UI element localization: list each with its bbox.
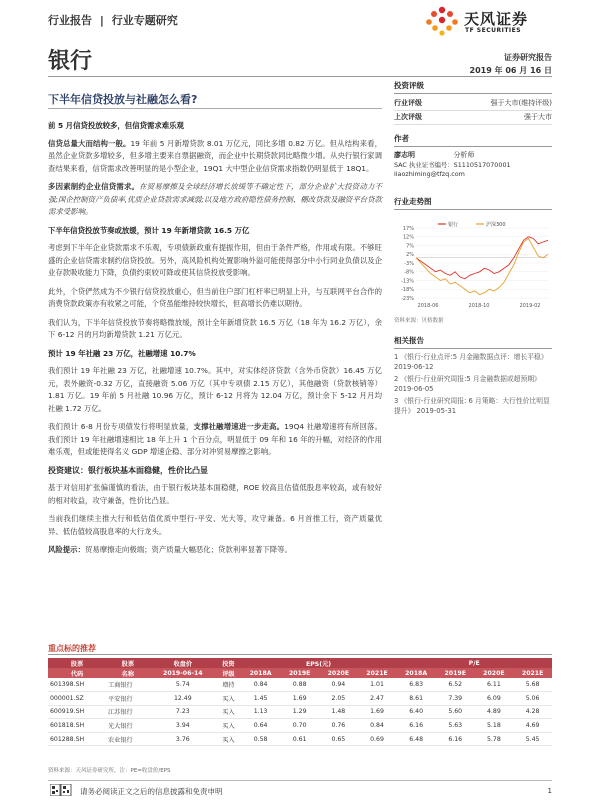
table-cell: 0.88 (280, 678, 319, 692)
table-sub-header (48, 668, 552, 678)
picks-divider (48, 654, 552, 655)
y-tick-label: -3% (404, 260, 414, 267)
table-cell: 4.69 (513, 719, 552, 733)
rating-box (394, 80, 552, 125)
analyst-sac: SAC 执业证书编号：S1110517070001 (394, 161, 511, 169)
paragraph (48, 181, 382, 219)
table-sub-header-cell: 2019E (280, 668, 319, 678)
table-cell: 3.94 (150, 719, 216, 733)
paragraph: 我们认为，下半年信贷投放节奏将略微放缓，预计全年新增贷款 16.5 万亿（18 年为 16.2 万亿），余下 6-12 月的月均新增贷款 1.21 万亿元。 (48, 317, 382, 339)
table-cell: 1.29 (280, 705, 319, 719)
table-sub-header-cell: 2021E (358, 668, 397, 678)
analyst-role: 分析师 (453, 151, 475, 159)
risk-label: 风险提示： (48, 545, 85, 554)
table-cell: 增持 (216, 678, 241, 692)
table-cell: 2.47 (358, 692, 397, 706)
author-box (394, 133, 552, 179)
table-sub-header-cell: 代码 (48, 668, 106, 678)
table-cell: 4.89 (475, 705, 514, 719)
table-header-cell: 股票 (48, 658, 106, 668)
table-cell: 6.16 (396, 719, 436, 733)
picks-table-body (48, 678, 552, 746)
table-cell: 5.45 (513, 732, 552, 746)
section-heading: 预计 19 年社融 23 万亿，社融增速 10.7% (48, 348, 196, 358)
paragraph: 考虑到下半年企业贷款需求不乐观，专项债新政重有提振作用，但由于条件严格，作用或有限。不够旺盛的企业信贷需求制约信贷投放。另外，高风险机构处置影响外溢可能使得部分中小行同业负债以及企业存款吸收能力下降，负债约束较可降或使其信贷投放受影响。 (48, 243, 382, 277)
table-sub-header-cell: 2021E (513, 668, 552, 678)
section-heading: 投资建议：银行板块基本面稳健，性价比凸显 (48, 465, 208, 475)
rating-heading: 投资评级 (394, 80, 552, 94)
table-cell: 3.76 (150, 732, 216, 746)
y-tick-label: 7% (406, 243, 414, 250)
picks-heading: 重点标的推荐 (48, 644, 96, 653)
table-header-cell: P/E (396, 658, 552, 668)
report-category (48, 12, 178, 28)
table-cell: 买入 (216, 719, 241, 733)
table-cell: 5.18 (475, 719, 514, 733)
table-cell: 8.61 (396, 692, 436, 706)
table-row[interactable] (48, 705, 552, 719)
table-cell: 0.69 (358, 732, 397, 746)
paragraph-lead: 多因素制约企业信贷需求。 (48, 182, 140, 191)
table-header-cell: 收盘价 (150, 658, 216, 668)
picks-source: 资料来源：天风证券研究所，注：PE=收盘价/EPS (48, 768, 171, 774)
table-cell: 光大银行 (106, 719, 150, 733)
table-sub-header-cell: 2019E (436, 668, 475, 678)
table-cell: 000001.SZ (48, 692, 106, 706)
logo-mark-icon (424, 6, 460, 40)
table-cell: 1.69 (280, 692, 319, 706)
logo-name-en: TF SECURITIES (465, 27, 522, 34)
report-type: 证券研究报告 (504, 53, 552, 62)
table-cell: 1.13 (241, 705, 281, 719)
analyst-email[interactable]: liaozhiming@tfzq.com (394, 170, 465, 178)
table-cell: 5.63 (436, 719, 475, 733)
sector-title: 银行 (48, 49, 93, 74)
risk-text: 贸易摩擦走向极端；资产质量大幅恶化；贷款利率显著下降等。 (84, 545, 292, 554)
table-cell: 12.49 (150, 692, 216, 706)
trend-chart (394, 220, 552, 310)
analyst-row (394, 150, 552, 161)
table-group-header (48, 658, 552, 668)
paragraph: 基于对信用扩张偏谨慎的看法，由于银行板块基本面稳健，ROE 较高且估值低股息率较高，或有较好的相对收益，攻守兼备，性价比凸显。 (48, 483, 382, 505)
table-sub-header-cell: 名称 (106, 668, 150, 678)
table-row[interactable] (48, 678, 552, 692)
picks-table (48, 658, 552, 746)
table-header-cell: 股票 (106, 658, 150, 668)
table-cell: 6.48 (396, 732, 436, 746)
related-list (394, 352, 552, 418)
table-sub-header-cell: 2019-06-14 (150, 668, 216, 678)
table-cell: 0.61 (280, 732, 319, 746)
trend-heading-box (394, 196, 552, 213)
subcategory-label: 行业专题研究 (111, 14, 178, 27)
prev-rating-row (394, 111, 552, 125)
table-cell: 0.94 (319, 678, 358, 692)
related-box (394, 335, 552, 352)
report-title: 下半年信贷投放与社融怎么看? (48, 93, 198, 106)
category-separator: | (99, 14, 104, 27)
y-tick-label: -18% (401, 287, 414, 294)
table-cell: 1.01 (358, 678, 397, 692)
footer-disclaimer[interactable]: 请务必阅读正文之后的信息披露和免责申明 (80, 787, 223, 796)
y-tick-label: -13% (401, 278, 414, 285)
table-cell: 601288.SH (48, 732, 106, 746)
table-row[interactable] (48, 732, 552, 746)
legend-label: 银行 (448, 222, 459, 228)
table-cell: 买入 (216, 732, 241, 746)
table-sub-header-cell: 2018A (241, 668, 281, 678)
paragraph-emphasis: 支撑社融增速进一步走高。 (193, 422, 285, 431)
table-cell: 平安银行 (106, 692, 150, 706)
table-cell: 买入 (216, 692, 241, 706)
x-tick-label: 2018-06 (417, 303, 439, 309)
table-cell: 7.23 (150, 705, 216, 719)
paragraph (48, 138, 382, 176)
table-cell: 6.11 (475, 678, 514, 692)
table-cell: 4.28 (513, 705, 552, 719)
chart-source: 资料来源：贝格数据 (394, 318, 444, 324)
table-cell: 2.05 (319, 692, 358, 706)
y-tick-label: 17% (402, 225, 414, 232)
related-item[interactable]: 1 《银行-行业点评:5 月金融数据点评：增长平稳》 2019-06-12 (394, 353, 548, 371)
table-row[interactable] (48, 719, 552, 733)
table-sub-header-cell: 2020E (319, 668, 358, 678)
table-cell: 1.45 (241, 692, 281, 706)
table-cell: 5.78 (475, 732, 514, 746)
paragraph-text: 19 年前 5 月新增贷款 8.01 万亿元，同比多增 0.82 万亿。但从结构来看，虽然企业贷款多增较多，但多增主要来自票据融资，而企业中长期贷款同比略微少增。从央行银行家调查结果来看，信贷需求改善明显的是小型企业，19Q1 大中型企业信贷需求指数仍明显低于 18Q1。 (48, 138, 382, 173)
paragraph-text: 我们预计 6-8 月份专项债发行将明显放量， (48, 422, 194, 431)
table-cell: 0.84 (358, 719, 397, 733)
table-cell: 7.39 (436, 692, 475, 706)
table-cell: 5.74 (150, 678, 216, 692)
table-cell: 601398.SH (48, 678, 106, 692)
logo-name-cn: 天风证券 (464, 10, 529, 28)
table-cell: 0.58 (241, 732, 281, 746)
footer-divider (48, 780, 552, 781)
table-cell: 601818.SH (48, 719, 106, 733)
related-item[interactable]: 3 《银行-行业研究周报: 6 月策略：大行性价比明显提升》 2019-05-31 (394, 397, 550, 415)
legend-label: 沪深300 (486, 222, 506, 228)
table-cell: 6.16 (436, 732, 475, 746)
section-heading: 前 5 月信贷投放较多，但信贷需求难乐观 (48, 121, 184, 130)
table-cell: 1.69 (358, 705, 397, 719)
prev-rating-label: 上次评级 (394, 113, 422, 121)
x-tick-label: 2019-02 (519, 303, 541, 309)
table-cell: 6.83 (396, 678, 436, 692)
paragraph: 此外，个贷俨然成为不少银行信贷投放重心，但当前住户部门杠杆率已明显上升，与互联网平台合作的消费贷款政策亦有收紧之可能，个贷虽能维持较快增长，但高增长仍难以期待。 (48, 286, 382, 308)
table-cell: 6.52 (436, 678, 475, 692)
analyst-name: 廖志明 (394, 151, 415, 159)
table-cell: 6.40 (396, 705, 436, 719)
risk-warning (48, 544, 382, 557)
paragraph: 我们预计 19 年社融 23 万亿，社融增速 10.7%。其中，对实体经济贷款（含外币贷款）16.45 万亿元，表外融资-0.32 万亿，直接融资 5.06 万亿（其中专项债 2.15 万亿），其他融资（贷款核销等）1.81 万亿。19 年前 5 月社融 10.96 万亿，预计 6-12 月将为 12.04 万亿，预计余下 5-12 月月均社融 1.72 万亿。 (48, 366, 382, 413)
table-cell: 600919.SH (48, 705, 106, 719)
table-cell: 0.76 (319, 719, 358, 733)
table-cell: 6.09 (475, 692, 514, 706)
series-line-csi300 (416, 239, 548, 295)
y-tick-label: 12% (402, 234, 414, 241)
related-item[interactable]: 2 《银行-行业研究周报:5 月金融数据或超预期》 2019-06-05 (394, 375, 541, 393)
paragraph-text: 19Q4 社融增速将有所回落。我们预计 19 年社融增速相比 18 年上升 1 个百分点，明显低于 09 年和 16 年的升幅，对经济的作用难乐观，但或能使得名义 GDP 增速企稳、部分对冲贸易摩擦之影响。 (48, 422, 382, 456)
table-cell: 0.70 (280, 719, 319, 733)
table-sub-header-cell: 2020E (475, 668, 514, 678)
table-header-cell: EPS(元) (241, 658, 397, 668)
x-tick-label: 2018-10 (468, 303, 490, 309)
header-divider (48, 76, 552, 77)
prev-rating-value: 强于大市 (524, 113, 552, 121)
table-cell: 江苏银行 (106, 705, 150, 719)
table-row[interactable] (48, 692, 552, 706)
paragraph-text: 在贸易摩擦及全球经济增长放缓等不确定性下，部分企业扩大投资动力不强;国企控制资产负债率,优质企业贷款需求减弱;以及地方政府隐性债务控制、棚改贷款及融资平台贷款需求受影响。 (48, 182, 382, 216)
table-cell: 0.65 (319, 732, 358, 746)
table-cell: 农业银行 (106, 732, 150, 746)
table-cell: 1.48 (319, 705, 358, 719)
table-cell: 5.06 (513, 692, 552, 706)
rating-label: 行业评级 (394, 99, 422, 107)
logo (424, 6, 552, 40)
rating-row (394, 97, 552, 111)
paragraph: 当前我们继续主推大行和低估值优质中型行-平安、光大等，攻守兼备。6 月首推工行，资产质量优异、低估值较高股息率的大行龙头。 (48, 514, 382, 536)
table-cell: 0.84 (241, 678, 281, 692)
table-cell: 0.64 (241, 719, 281, 733)
table-sub-header-cell: 评级 (216, 668, 241, 678)
paragraph (48, 421, 382, 459)
table-cell: 5.68 (513, 678, 552, 692)
title-divider (48, 108, 382, 109)
report-date: 2019 年 06 月 16 日 (469, 66, 552, 75)
y-tick-label: 2% (406, 252, 414, 259)
table-cell: 工商银行 (106, 678, 150, 692)
table-sub-header-cell: 2018A (396, 668, 436, 678)
table-cell: 买入 (216, 705, 241, 719)
report-body (48, 120, 382, 563)
trend-chart-svg (394, 220, 552, 310)
table-cell: 5.60 (436, 705, 475, 719)
table-header-cell: 投资 (216, 658, 241, 668)
trend-heading: 行业走势图 (394, 196, 552, 210)
y-tick-label: -8% (404, 269, 414, 276)
category-label: 行业报告 (48, 14, 92, 27)
y-tick-label: -23% (401, 295, 414, 302)
qr-code-icon (50, 784, 72, 796)
rating-value: 强于大市(维持评级) (490, 99, 552, 107)
related-heading: 相关报告 (394, 335, 552, 349)
paragraph-lead: 信贷总量大而结构一般。 (48, 138, 131, 148)
section-heading: 下半年信贷投放节奏或放缓，预计 19 年新增贷款 16.5 万亿 (48, 225, 250, 235)
author-heading: 作者 (394, 133, 552, 147)
page-number: 1 (547, 787, 552, 795)
